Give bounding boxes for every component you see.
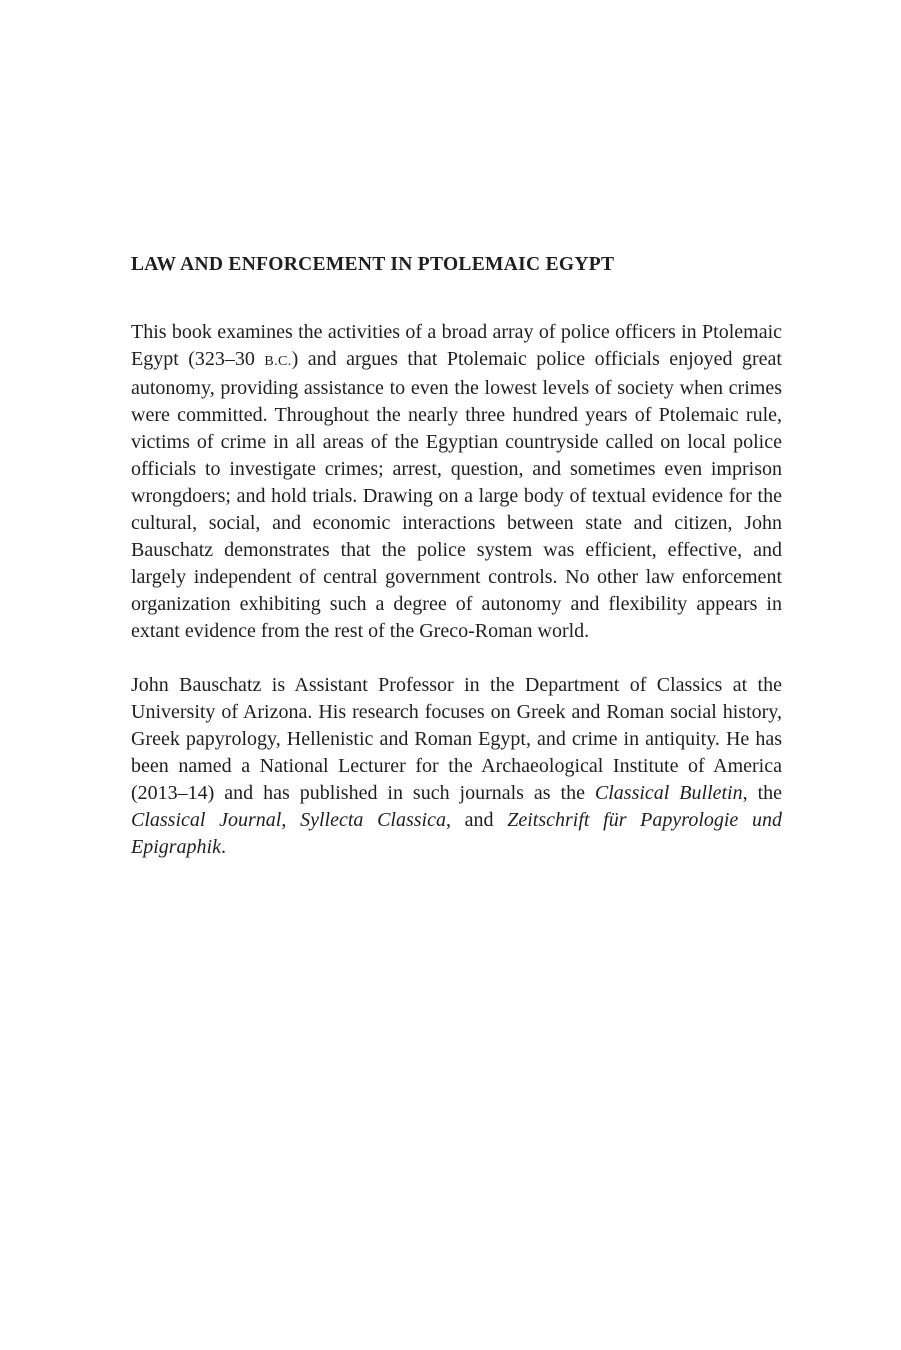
bio-separator: , and — [445, 809, 508, 831]
description-text-end: ) and argues that Ptolemaic police officials enjoyed great autonomy, providing assistance to even the lowest levels of society when crimes were committed. Throughout the nearly three hundred years of Ptolemaic rule, victims of crime in all areas of the Egyptian countryside called on local police officials to investigate crimes; arrest, question, and sometimes even imprison wrongdoers; and hold trials. Drawing on a large body of textual evidence for the cultural, social, and economic interactions between state and citizen, John Bauschatz demonstrates that the police system was efficient, effective, and largely independent of central government controls. No other law enforcement organization exhibiting such a degree of autonomy and flexibility appears in extant evidence from the rest of the Greco-Roman world. — [131, 348, 782, 642]
journal-title: Classical Journal — [131, 809, 282, 831]
author-bio — [131, 672, 782, 861]
journal-title: Zeitschrift für Papyrologie und Epigraphik — [131, 809, 782, 858]
bio-separator: , the — [742, 782, 783, 804]
book-title: LAW AND ENFORCEMENT IN PTOLEMAIC EGYPT — [131, 254, 615, 275]
bio-text: John Bauschatz is Assistant Professor in the Department of Classics at the University of Arizona. His research focuses on Greek and Roman social history, Greek papyrology, Hellenistic and Roman Egypt, and crime in antiquity. He has been named a National Lecturer for the Archaeological Institute of America (2013–14) and has published in such journals as the — [131, 674, 782, 804]
half-title-page — [131, 251, 782, 861]
journal-title: Classical Bulletin — [594, 782, 743, 804]
book-description — [131, 319, 782, 645]
bio-end: . — [221, 836, 226, 858]
description-text-start: This book examines the activities of a broad array of police officers in Ptolemaic Egypt (323–30 — [131, 321, 782, 370]
journal-title: Syllecta Classica — [300, 809, 446, 831]
era-abbreviation: B.C. — [264, 354, 292, 369]
bio-separator: , — [281, 809, 301, 831]
